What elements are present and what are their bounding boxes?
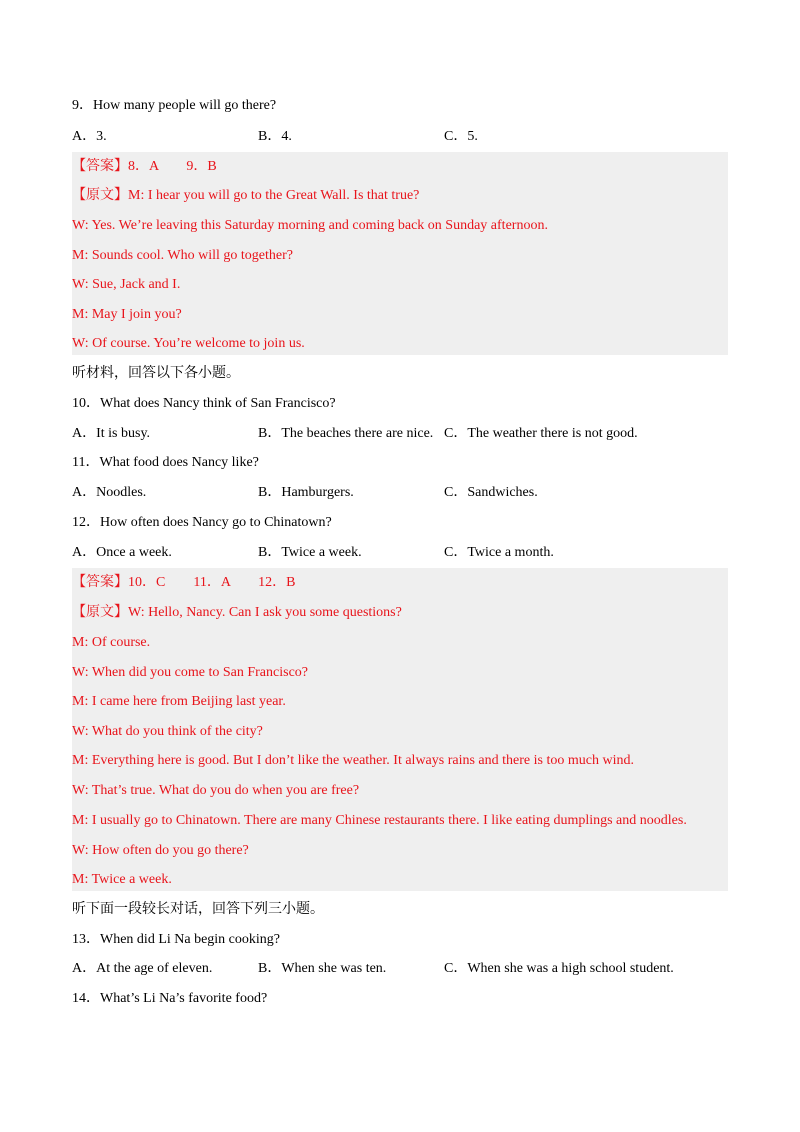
answer-line [72,568,296,598]
transcript-line: M: I came here from Beijing last year. [72,694,286,709]
transcript-line: W: Sue, Jack and I. [72,277,181,292]
q13-option-a: A．At the age of eleven. [72,961,213,976]
q12-option-a: A．Once a week. [72,545,172,560]
transcript-line: W: How often do you go there? [72,843,249,858]
transcript-line: M: May I join you? [72,307,182,322]
question-10: 10．What does Nancy think of San Francisco? [72,396,336,411]
q9-option-a: A．3. [72,129,107,144]
transcript-line: 【原文】M: I hear you will go to the Great Wall. Is that true? [72,188,420,203]
answer-text: 10．C 11．A 12．B [128,575,296,590]
source-tag: 【原文】 [72,605,128,620]
transcript-line: W: What do you think of the city? [72,724,263,739]
transcript-line: W: When did you come to San Francisco? [72,665,308,680]
answer-block-2 [72,568,728,891]
q13-option-b: B．When she was ten. [258,961,387,976]
q12-option-c: C．Twice a month. [444,545,554,560]
transcript-line: W: Yes. We’re leaving this Saturday morning and coming back on Sunday afternoon. [72,218,548,233]
transcript-line: W: That’s true. What do you do when you are free? [72,783,360,798]
transcript-line: M: Sounds cool. Who will go together? [72,248,293,263]
answer-tag: 【答案】 [72,575,128,590]
transcript-line: M: Everything here is good. But I don’t like the weather. It always rains and there is too much wind. [72,753,634,768]
q10-option-c: C．The weather there is not good. [444,426,638,441]
transcript-line: M: Twice a week. [72,872,172,887]
question-14: 14．What’s Li Na’s favorite food? [72,991,268,1006]
transcript-line: W: Of course. You’re welcome to join us. [72,336,305,351]
answer-text: 8．A 9．B [128,159,217,174]
q11-option-b: B．Hamburgers. [258,485,354,500]
question-13: 13．When did Li Na begin cooking? [72,932,281,947]
question-12: 12．How often does Nancy go to Chinatown? [72,515,332,530]
section-instruction: 听材料，回答以下各小题。 [72,366,240,381]
q12-option-b: B．Twice a week. [258,545,362,560]
answer-line [72,152,217,182]
answer-tag: 【答案】 [72,159,128,174]
question-9: 9．How many people will go there? [72,98,277,113]
source-tag: 【原文】 [72,188,128,203]
q13-option-c: C．When she was a high school student. [444,961,674,976]
q10-option-a: A．It is busy. [72,426,151,441]
q11-option-a: A．Noodles. [72,485,147,500]
q9-option-c: C．5. [444,129,478,144]
q10-option-b: B．The beaches there are nice. [258,426,434,441]
answer-block-1 [72,152,728,355]
q11-option-c: C．Sandwiches. [444,485,538,500]
q9-option-b: B．4. [258,129,292,144]
transcript-line: 【原文】W: Hello, Nancy. Can I ask you some questions? [72,605,402,620]
transcript-line: M: Of course. [72,635,151,650]
section-instruction: 听下面一段较长对话，回答下列三小题。 [72,902,324,917]
question-11: 11．What food does Nancy like? [72,455,259,470]
transcript-line: M: I usually go to Chinatown. There are many Chinese restaurants there. I like eating dumplings and noodles. [72,813,687,828]
